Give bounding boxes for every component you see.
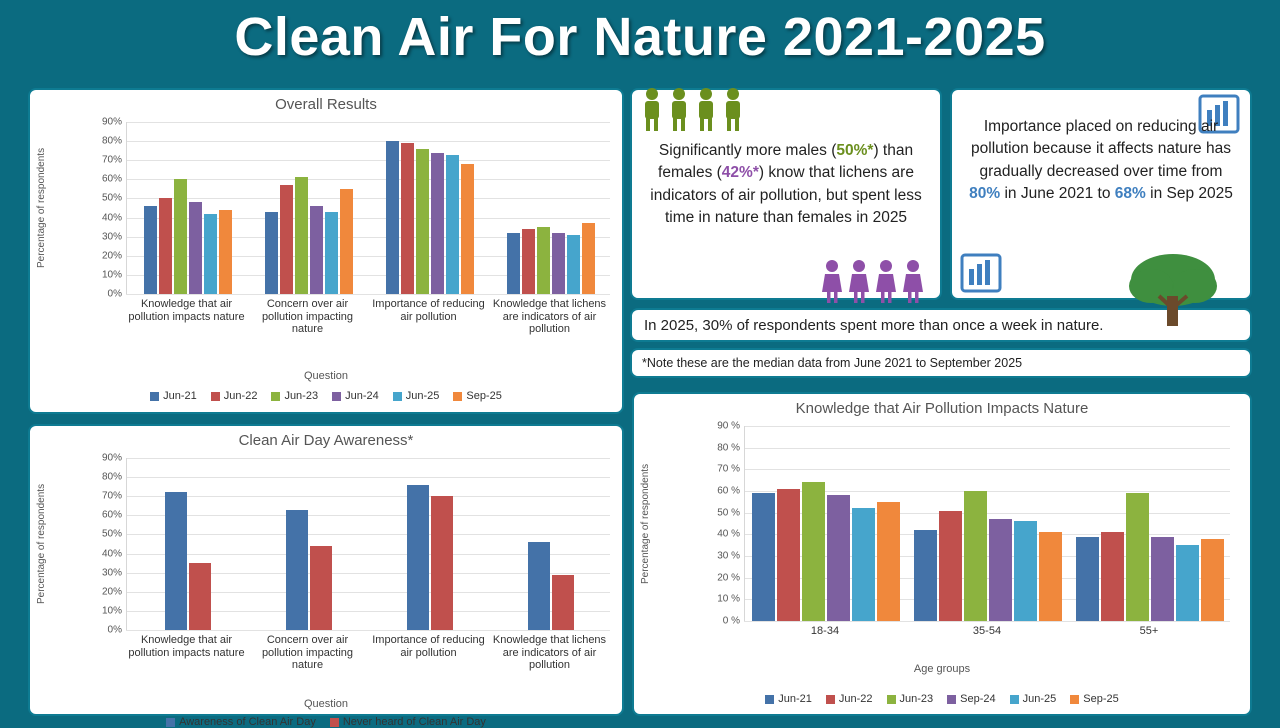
- legend-swatch: [1070, 695, 1079, 704]
- bar-group: [1069, 426, 1231, 621]
- bar: [537, 227, 550, 294]
- bar: [1176, 545, 1199, 621]
- banner-text: In 2025, 30% of respondents spent more than once a week in nature.: [644, 316, 1104, 334]
- gender-stat-text: [644, 140, 928, 230]
- y-tick-label: 10 %: [717, 593, 740, 605]
- y-tick-label: 10%: [101, 605, 122, 617]
- legend-swatch: [393, 392, 402, 401]
- people-group-green-icon: [640, 86, 756, 132]
- category-label: Knowledge that air pollution impacts nature: [128, 634, 245, 659]
- x-axis-label: Age groups: [913, 663, 971, 675]
- y-tick-label: 80%: [101, 135, 122, 147]
- bar: [189, 202, 202, 294]
- importance-stat-part-3: 68%: [1114, 185, 1146, 203]
- bar: [174, 179, 187, 294]
- bar: [507, 233, 520, 294]
- bar: [286, 510, 308, 630]
- legend-item[interactable]: [330, 716, 486, 728]
- y-tick-label: 40%: [101, 548, 122, 560]
- legend-item[interactable]: [393, 390, 440, 402]
- bar: [1201, 539, 1224, 621]
- gender-stat-part-1: 50%*: [836, 142, 874, 159]
- chart-legend: [30, 390, 622, 402]
- y-tick-label: 0%: [107, 624, 122, 636]
- bar-group: [490, 458, 611, 630]
- category-label: Knowledge that lichens are indicators of air pollution: [492, 634, 607, 672]
- category-label: Knowledge that air pollution impacts nature: [128, 298, 245, 323]
- legend-label: Awareness of Clean Air Day: [179, 716, 316, 728]
- gender-stat-card: [630, 88, 942, 300]
- category-label: 55+: [1139, 625, 1159, 637]
- bar: [144, 206, 157, 294]
- gender-stat-part-4: ) know that lichens are indicators of air pollution, but spent less time in nature than females in 2025: [650, 164, 922, 227]
- bar: [827, 495, 850, 621]
- legend-label: Jun-25: [405, 390, 440, 402]
- bar: [295, 177, 308, 294]
- legend-label: Jun-25: [1022, 693, 1057, 705]
- bar: [265, 212, 278, 294]
- x-axis-label: Question: [303, 370, 349, 382]
- bar: [552, 233, 565, 294]
- bar: [914, 530, 937, 621]
- legend-label: Sep-24: [960, 693, 996, 705]
- category-label: 18-34: [810, 625, 840, 637]
- y-tick-label: 60 %: [717, 485, 740, 497]
- tree-icon: [1125, 250, 1221, 333]
- legend-label: Jun-22: [838, 693, 873, 705]
- y-tick-label: 40 %: [717, 528, 740, 540]
- legend-label: Jun-21: [163, 390, 197, 402]
- bar: [431, 153, 444, 294]
- bar: [582, 223, 595, 294]
- legend-label: Sep-25: [466, 390, 502, 402]
- y-tick-label: 0%: [107, 288, 122, 300]
- y-tick-label: 80%: [101, 471, 122, 483]
- importance-stat-text: [962, 116, 1240, 206]
- y-tick-label: 30%: [101, 231, 122, 243]
- legend-label: Jun-24: [345, 390, 379, 402]
- gridline: [744, 621, 1230, 622]
- category-label: Knowledge that lichens are indicators of air pollution: [492, 298, 607, 336]
- y-tick-label: 60%: [101, 509, 122, 521]
- knowledge-by-age-title: Knowledge that Air Pollution Impacts Nature: [795, 400, 1089, 417]
- bar: [310, 546, 332, 630]
- page-title: Clean Air For Nature 2021-2025: [234, 7, 1046, 67]
- bar: [939, 511, 962, 622]
- bar-group: [127, 458, 248, 630]
- gender-stat-part-0: Significantly more males (: [658, 142, 837, 159]
- bar: [528, 542, 550, 630]
- importance-stat-part-2: in June 2021 to: [1000, 185, 1115, 203]
- bar: [777, 489, 800, 621]
- bar: [1101, 532, 1124, 621]
- legend-item[interactable]: [332, 390, 379, 402]
- bar: [325, 212, 338, 294]
- legend-item[interactable]: [765, 693, 812, 705]
- legend-item[interactable]: [1070, 693, 1118, 705]
- legend-item[interactable]: [211, 390, 258, 402]
- category-label: Concern over air pollution impacting nature: [261, 298, 354, 336]
- bar: [552, 575, 574, 630]
- legend-item[interactable]: [887, 693, 934, 705]
- legend-swatch: [1010, 695, 1019, 704]
- chart-legend: [634, 693, 1250, 705]
- y-tick-label: 70%: [101, 154, 122, 166]
- gridline: [126, 294, 610, 295]
- bar-chart-down-icon: [960, 253, 1002, 298]
- bar-group: [248, 458, 369, 630]
- legend-label: Jun-21: [778, 693, 812, 705]
- bar: [522, 229, 535, 294]
- legend-swatch: [887, 695, 896, 704]
- y-tick-label: 80 %: [717, 442, 740, 454]
- y-axis-label: Percentage of respondents: [640, 463, 651, 584]
- clean-air-day-title: Clean Air Day Awareness*: [238, 432, 414, 449]
- gender-stat-part-3: 42%*: [721, 164, 759, 182]
- legend-swatch: [166, 718, 175, 727]
- bar-group: [369, 122, 490, 294]
- plot-area: [744, 426, 1231, 621]
- importance-stat-part-4: in Sep 2025: [1145, 185, 1233, 203]
- note-text: *Note these are the median data from June 2021 to September 2025: [642, 356, 1023, 370]
- bar: [989, 519, 1012, 621]
- bar: [280, 185, 293, 294]
- y-tick-label: 40%: [101, 212, 122, 224]
- y-tick-label: 50%: [101, 528, 122, 540]
- gender-stat-part-2: ) than females (: [658, 142, 914, 182]
- bar: [204, 214, 217, 294]
- bar-group: [127, 122, 248, 294]
- x-axis-label: Question: [303, 698, 349, 710]
- y-tick-label: 50 %: [717, 507, 740, 519]
- legend-label: Never heard of Clean Air Day: [342, 716, 486, 728]
- bar: [1076, 537, 1099, 622]
- bar: [165, 492, 187, 630]
- bar: [1126, 493, 1149, 621]
- gridline: [126, 630, 610, 631]
- y-tick-label: 70 %: [717, 463, 740, 475]
- bar: [567, 235, 580, 294]
- legend-item[interactable]: [150, 390, 197, 402]
- bar: [752, 493, 775, 621]
- bar: [1151, 537, 1174, 622]
- y-tick-label: 50%: [101, 192, 122, 204]
- y-tick-label: 10%: [101, 269, 122, 281]
- overall-results-title: Overall Results: [275, 96, 377, 113]
- bar: [877, 502, 900, 621]
- legend-swatch: [947, 695, 956, 704]
- bar: [852, 508, 875, 621]
- overall-results-card: [28, 88, 624, 414]
- legend-swatch: [453, 392, 462, 401]
- overall-results-chart: [30, 114, 622, 412]
- y-tick-label: 90 %: [717, 420, 740, 432]
- note-card: [630, 348, 1252, 378]
- bar: [407, 485, 429, 630]
- y-tick-label: 0 %: [722, 615, 740, 627]
- bar: [461, 164, 474, 294]
- bar: [340, 189, 353, 294]
- legend-swatch: [150, 392, 159, 401]
- legend-item[interactable]: [166, 716, 316, 728]
- legend-item[interactable]: [826, 693, 873, 705]
- bar-group: [369, 458, 490, 630]
- bar-group: [745, 426, 907, 621]
- knowledge-by-age-card: [632, 392, 1252, 716]
- clean-air-day-chart: [30, 450, 622, 728]
- y-tick-label: 70%: [101, 490, 122, 502]
- bar: [431, 496, 453, 630]
- bar: [802, 482, 825, 621]
- clean-air-day-card: [28, 424, 624, 728]
- people-group-purple-icon: [820, 258, 936, 304]
- bar: [964, 491, 987, 621]
- category-label: Importance of reducing air pollution: [372, 634, 485, 659]
- bar-group: [248, 122, 369, 294]
- y-axis-label: Percentage of respondents: [36, 147, 47, 269]
- bar-group: [490, 122, 611, 294]
- chart-legend: [30, 716, 622, 728]
- y-tick-label: 30 %: [717, 550, 740, 562]
- y-tick-label: 20%: [101, 586, 122, 598]
- knowledge-by-age-chart: [634, 418, 1250, 714]
- legend-label: Jun-22: [223, 390, 258, 402]
- legend-swatch: [211, 392, 220, 401]
- legend-swatch: [332, 392, 341, 401]
- importance-stat-part-0: Importance placed on reducing air pollution because it affects nature has gradually decreased over time from: [971, 118, 1231, 180]
- bar: [386, 141, 399, 294]
- legend-item[interactable]: [453, 390, 501, 402]
- legend-label: Jun-23: [284, 390, 319, 402]
- legend-swatch: [765, 695, 774, 704]
- legend-item[interactable]: [1010, 693, 1057, 705]
- category-label: Concern over air pollution impacting nature: [261, 634, 354, 672]
- plot-area: [126, 122, 611, 294]
- bar: [1039, 532, 1062, 621]
- bar-group: [907, 426, 1069, 621]
- bar: [446, 155, 459, 295]
- legend-swatch: [826, 695, 835, 704]
- legend-swatch: [330, 718, 339, 727]
- category-label: Importance of reducing air pollution: [372, 298, 485, 323]
- bar: [1014, 521, 1037, 621]
- y-tick-label: 20%: [101, 250, 122, 262]
- y-tick-label: 60%: [101, 173, 122, 185]
- legend-label: Sep-25: [1083, 693, 1119, 705]
- bar: [189, 563, 211, 630]
- y-axis-label: Percentage of respondents: [36, 483, 47, 605]
- y-tick-label: 20 %: [717, 572, 740, 584]
- bar: [159, 198, 172, 294]
- legend-label: Jun-23: [899, 693, 934, 705]
- legend-swatch: [271, 392, 280, 401]
- category-label: 35-54: [972, 625, 1002, 637]
- bar: [219, 210, 232, 294]
- importance-stat-part-1: 80%: [969, 185, 1001, 203]
- bar: [416, 149, 429, 294]
- y-tick-label: 90%: [101, 116, 122, 128]
- y-tick-label: 30%: [101, 567, 122, 579]
- legend-item[interactable]: [947, 693, 995, 705]
- bar: [310, 206, 323, 294]
- legend-item[interactable]: [271, 390, 318, 402]
- plot-area: [126, 458, 611, 630]
- y-tick-label: 90%: [101, 452, 122, 464]
- bar: [401, 143, 414, 294]
